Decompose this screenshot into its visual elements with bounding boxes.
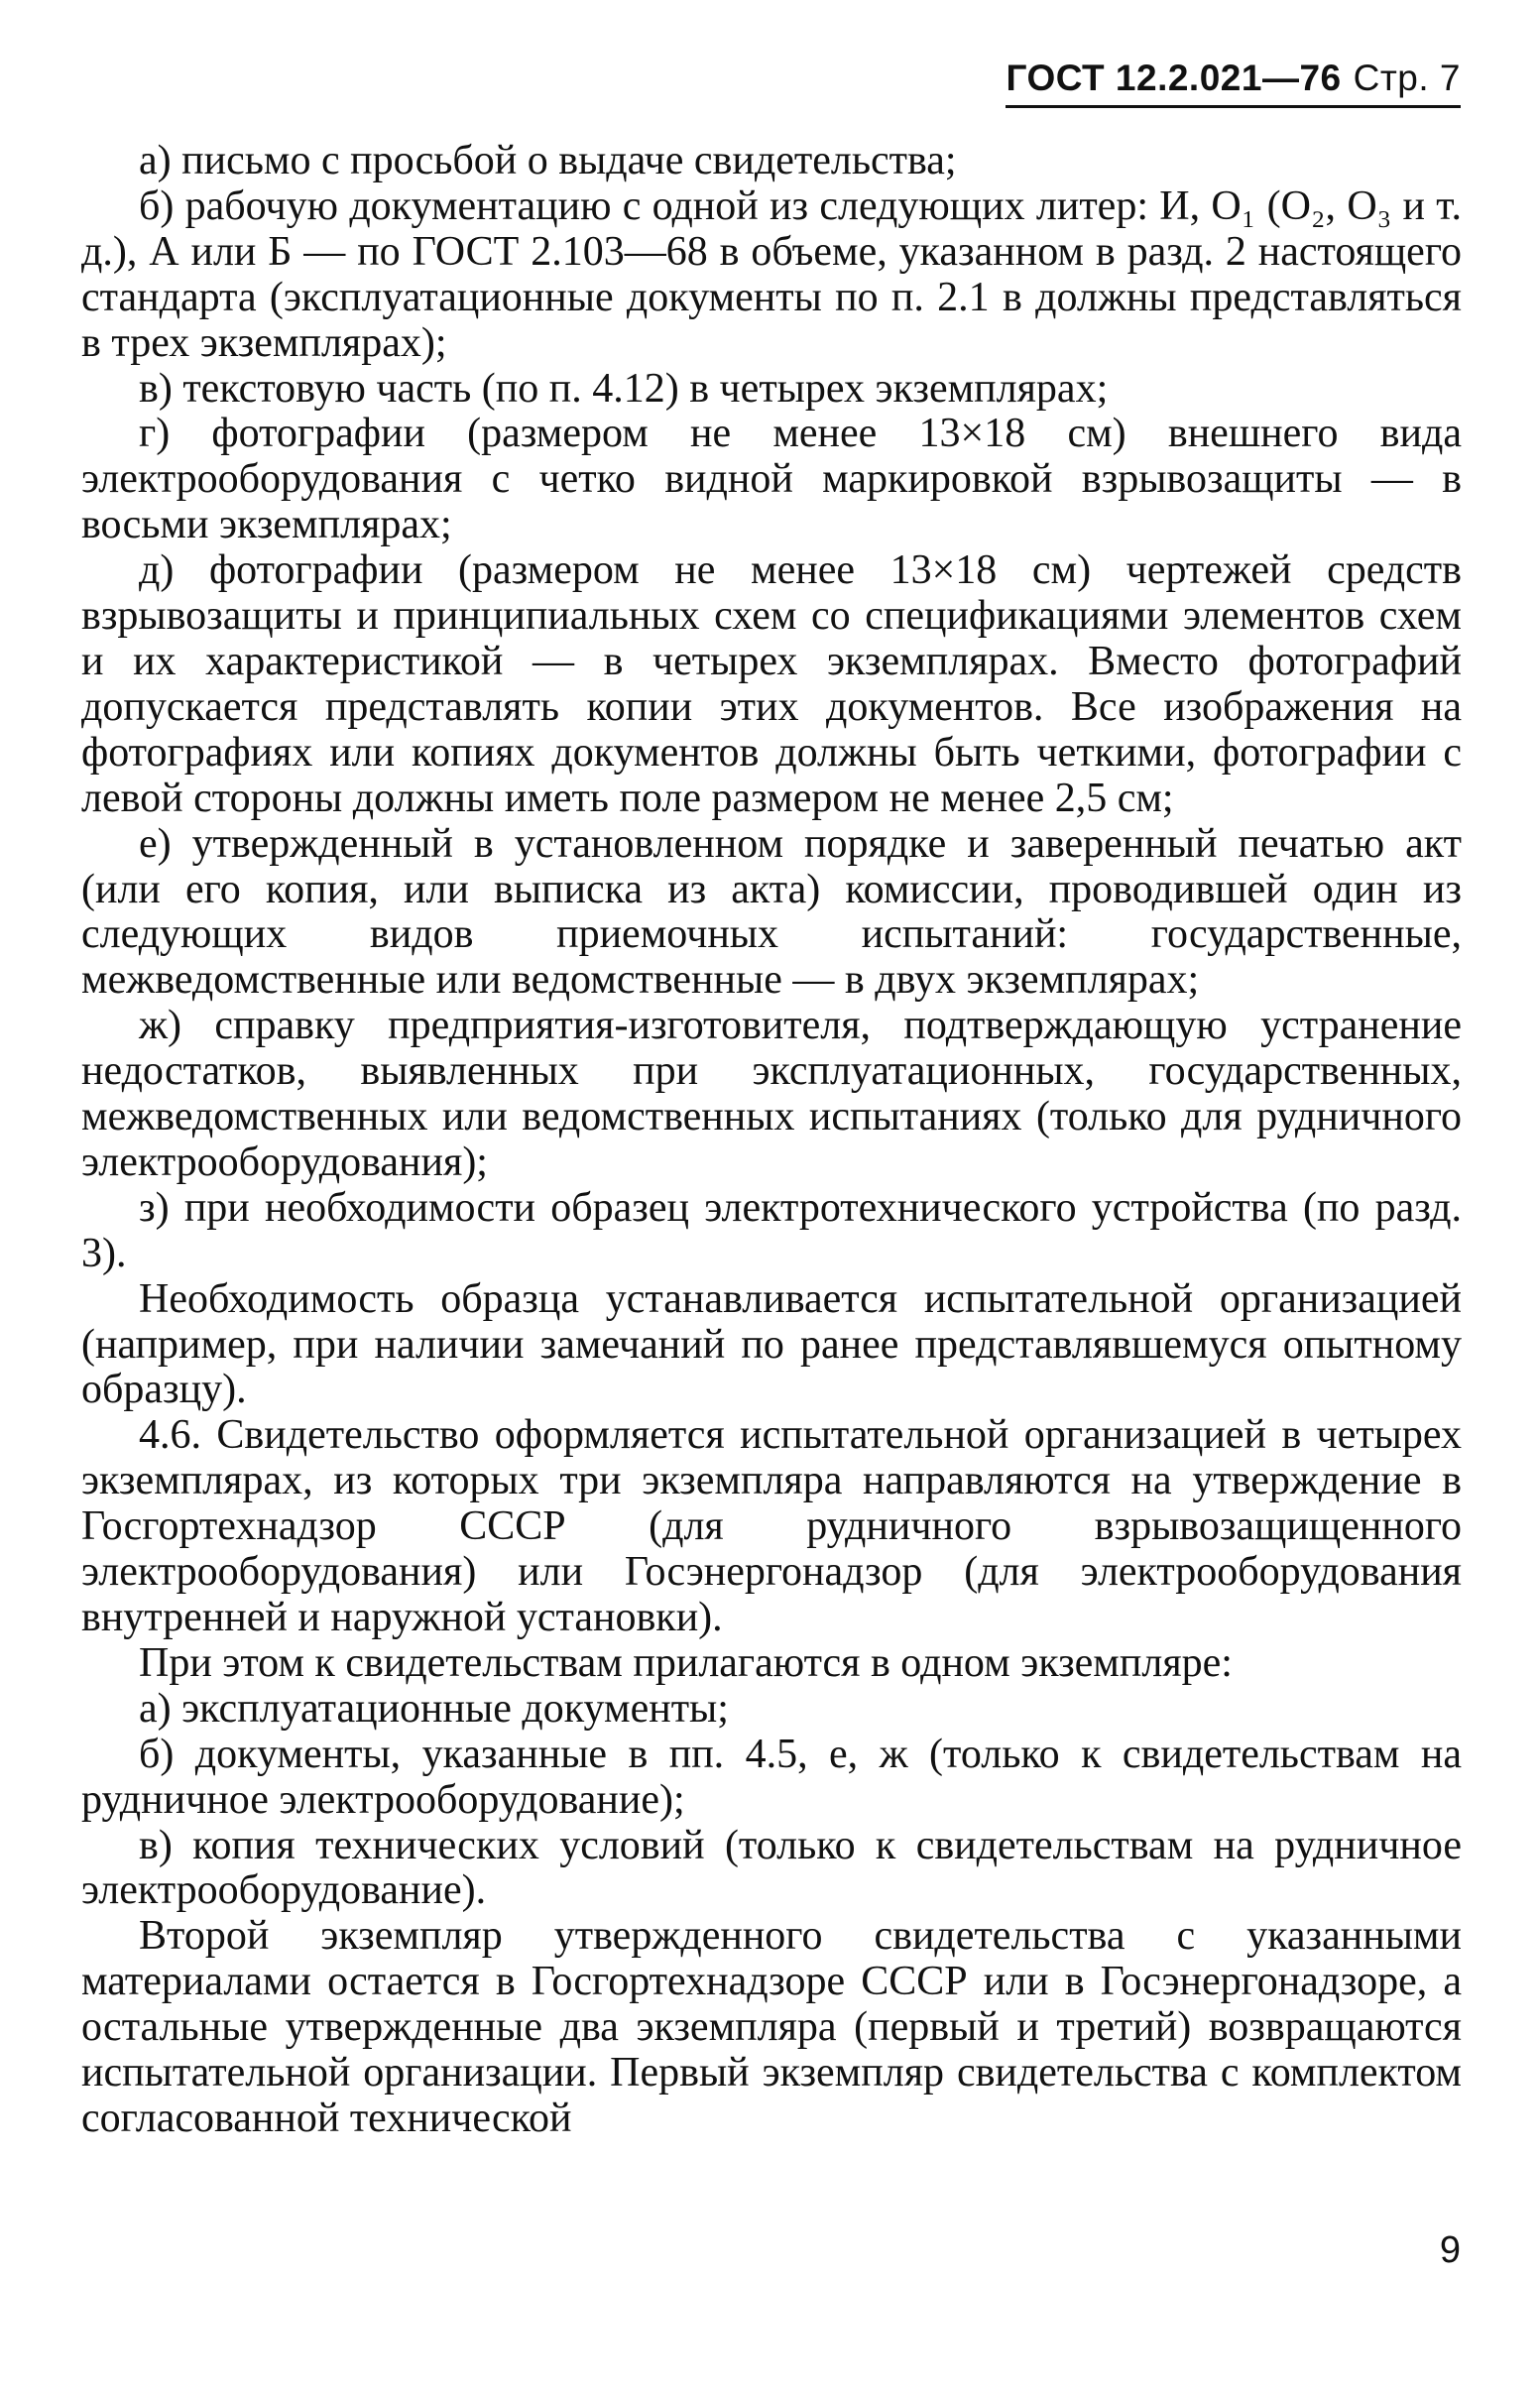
paragraph: б) документы, указанные в пп. 4.5, е, ж (только к свидетельствам на рудничное электрооборудование); — [81, 1731, 1462, 1823]
paragraph: 4.6. Свидетельство оформляется испытательной организацией в четырех экземплярах, из которых три экземпляра направляются на утверждение в Госгортехнадзор СССР (для рудничного взрывозащищенного электрооборудования) или Госэнергонадзор (для электрооборудования внутренней и наружной установки). — [81, 1412, 1462, 1640]
paragraph: д) фотографии (размером не менее 13×18 см) чертежей средств взрывозащиты и принципиальных схем со спецификациями элементов схем и их характеристикой — в четырех экземплярах. Вместо фотографий допускается представлять копии этих документов. Все изображения на фотографиях или копиях документов должны быть четкими, фотографии с левой стороны должны иметь поле размером не менее 2,5 см; — [81, 547, 1462, 821]
paragraph: в) текстовую часть (по п. 4.12) в четырех экземплярах; — [139, 365, 1109, 412]
paragraph: Второй экземпляр утвержденного свидетельства с указанными материалами остается в Госгортехнадзоре СССР или в Госэнергонадзоре, а остальные утвержденные два экземпляра (первый и третий) возвращаются испытательной организации. Первый экземпляр свидетельства с комплектом согласованной технической — [81, 1913, 1462, 2141]
paragraph: б) рабочую документацию с одной из следующих литер: И, О₁ (О₂, О₃ и т. д.), А или Б — по ГОСТ 2.103—68 в объеме, указанном в разд. 2 настоящего стандарта (эксплуатационные документы по п. 2.1 в должны представляться в трех экземплярах); — [81, 182, 1462, 366]
paragraph: е) утвержденный в установленном порядке и заверенный печатью акт (или его копия, или выписка из акта) комиссии, проводившей один из следующих видов приемочных испытаний: государственные, межведомственные или ведомственные — в двух экземплярах; — [81, 820, 1462, 1004]
paragraph: г) фотографии (размером не менее 13×18 см) внешнего вида электрооборудования с четко видной маркировкой взрывозащиты — в восьми экземплярах; — [81, 411, 1462, 548]
paragraph: При этом к свидетельствам прилагаются в одном экземпляре: — [139, 1639, 1233, 1686]
paragraph: в) копия технических условий (только к свидетельствам на рудничное электрооборудование). — [81, 1822, 1462, 1914]
paragraph: а) эксплуатационные документы; — [139, 1685, 729, 1732]
page-number: 9 — [1439, 2229, 1461, 2271]
paragraph: Необходимость образца устанавливается испытательной организацией (например, при наличии замечаний по ранее представлявшемуся опытному образцу). — [81, 1275, 1462, 1413]
paragraph: ж) справку предприятия-изготовителя, подтверждающую устранение недостатков, выявленных при эксплуатационных, государственных, межведомственных или ведомственных испытаниях (только для рудничного электрооборудования); — [81, 1003, 1462, 1185]
standard-code: ГОСТ 12.2.021—76 — [1006, 58, 1342, 98]
page-label: Стр. 7 — [1353, 58, 1461, 98]
running-header — [1006, 58, 1461, 108]
paragraph: а) письмо с просьбой о выдаче свидетельства; — [139, 138, 957, 183]
paragraph: з) при необходимости образец электротехнического устройства (по разд. 3). — [81, 1184, 1462, 1276]
body-text — [81, 139, 1462, 2142]
